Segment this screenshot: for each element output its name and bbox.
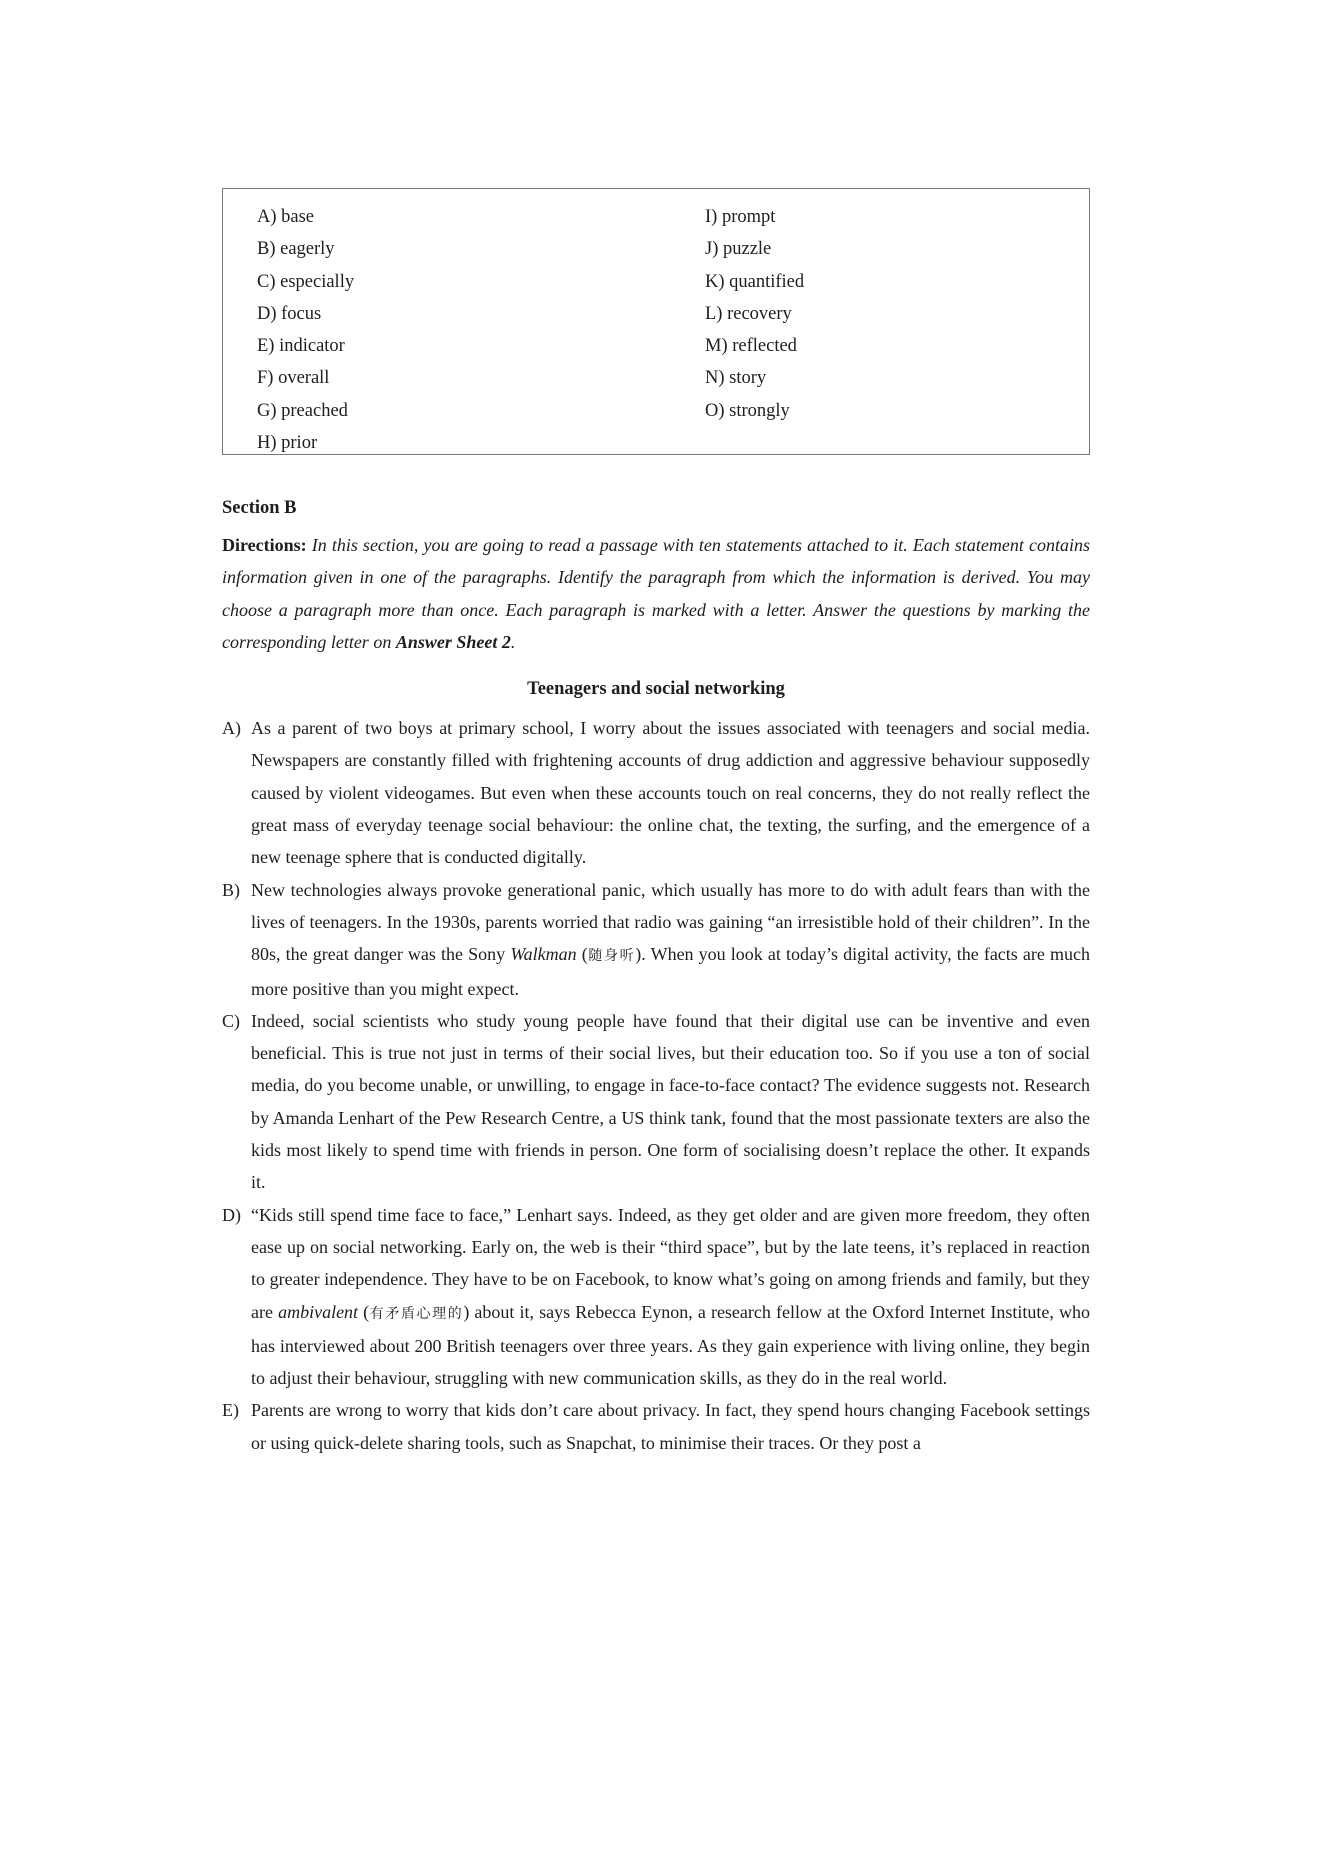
word-bank-option: F) overall bbox=[257, 368, 330, 389]
word-bank-box bbox=[222, 188, 1090, 455]
word-bank-option: M) reflected bbox=[705, 336, 797, 357]
paragraph-text: Parents are wrong to worry that kids don’t care about privacy. In fact, they spend hours changing Facebook settings or using quick-delete sharing tools, such as Snapchat, to minimise their traces. Or they post a bbox=[251, 1400, 1090, 1453]
word-bank-option: I) prompt bbox=[705, 207, 776, 227]
paragraph-d bbox=[222, 1199, 1090, 1395]
directions-end: . bbox=[510, 631, 516, 652]
paragraph-text: Indeed, social scientists who study young people have found that their digital use can be inventive and even beneficial. This is true not just in terms of their social lives, but their education too. So if you use a ton of social media, do you become unable, or unwilling, to engage in face-to-face contact? The evidence suggests not. Research by Amanda Lenhart of the Pew Research Centre, a US think tank, found that the most passionate texters are also the kids most likely to spend time with friends in person. One form of socialising doesn’t replace the other. It expands it. bbox=[251, 1010, 1090, 1193]
gloss-open: ( bbox=[358, 1301, 370, 1322]
paragraph-text: New technologies always provoke generational panic, which usually has more to do with adult fears than with the lives of teenagers. In the 1930s, parents worried that radio was gaining “an irresistible hold of their children”. In the 80s, the great danger was the Sony bbox=[251, 879, 1090, 965]
walkman-term: Walkman bbox=[510, 944, 577, 965]
paragraph-text: As a parent of two boys at primary school, I worry about the issues associated with teenagers and social media. Newspapers are constantly filled with frightening accounts of drug addiction and aggressive behaviour supposedly caused by violent videogames. But even when these accounts touch on real concerns, they do not really reflect the great mass of everyday teenage social behaviour: the online chat, the texting, the surfing, and the emergence of a new teenage sphere that is conducted digitally. bbox=[251, 718, 1090, 868]
section-title: Section B bbox=[222, 498, 297, 518]
word-bank-option: O) strongly bbox=[705, 400, 790, 421]
word-bank-right-column bbox=[705, 201, 804, 454]
word-bank-option: K) quantified bbox=[705, 271, 805, 292]
word-bank-option: A) base bbox=[257, 207, 315, 227]
paragraph-letter: A) bbox=[222, 718, 241, 739]
paragraph-b bbox=[222, 874, 1090, 1005]
paragraph-text: ). When you look at today’s digital activity, the facts are much more positive than you might expect. bbox=[251, 944, 1091, 999]
paragraph-text: ) about it, says Rebecca Eynon, a research fellow at the Oxford Internet Institute, who has interviewed about 200 British teenagers over three years. As they gain experience with living online, they begin to adjust their behaviour, struggling with new communication skills, as they do in the real world. bbox=[251, 1301, 1090, 1389]
section-b bbox=[222, 497, 1090, 1459]
exam-page bbox=[222, 188, 1090, 1459]
word-bank-option: H) prior bbox=[257, 433, 318, 454]
passage-title: Teenagers and social networking bbox=[527, 679, 785, 700]
ambivalent-term: ambivalent bbox=[278, 1301, 359, 1322]
word-bank-option: E) indicator bbox=[257, 336, 345, 357]
paragraph-text: “Kids still spend time face to face,” Lenhart says. Indeed, as they get older and are given more freedom, they often ease up on social networking. Early on, the web is their “third space”, but by the late teens, it’s replaced in reaction to greater independence. They have to be on Facebook, to know what’s going on among friends and family, but they are bbox=[251, 1204, 1090, 1322]
word-bank-option: N) story bbox=[705, 368, 767, 389]
word-bank-option: B) eagerly bbox=[257, 239, 335, 260]
word-bank-option: D) focus bbox=[257, 303, 322, 324]
word-bank-option: G) preached bbox=[257, 400, 348, 421]
chinese-gloss: 随身听 bbox=[587, 948, 636, 965]
paragraph-letter: B) bbox=[222, 879, 240, 900]
chinese-gloss: 有矛盾心理的 bbox=[369, 1305, 464, 1322]
paragraph-e bbox=[222, 1394, 1090, 1459]
paragraph-a bbox=[222, 712, 1090, 873]
directions bbox=[222, 529, 1090, 658]
paragraph-letter: E) bbox=[222, 1400, 239, 1421]
paragraph-c bbox=[222, 1005, 1090, 1199]
word-bank-option: C) especially bbox=[257, 271, 355, 292]
directions-label: Directions: bbox=[222, 535, 307, 555]
word-bank-left-column bbox=[223, 201, 705, 454]
answer-sheet-reference: Answer Sheet 2 bbox=[395, 631, 511, 652]
word-bank-option: L) recovery bbox=[705, 303, 792, 324]
directions-text: In this section, you are going to read a passage with ten statements attached to it. Each statement contains information given in one of the paragraphs. Identify the paragraph from which the information is derived. You may choose a paragraph more than once. Each paragraph is marked with a letter. Answer the questions by marking the corresponding letter on bbox=[222, 535, 1090, 652]
gloss-open: ( bbox=[576, 944, 588, 965]
word-bank-option: J) puzzle bbox=[705, 239, 772, 260]
paragraph-letter: D) bbox=[222, 1204, 241, 1225]
paragraph-letter: C) bbox=[222, 1010, 240, 1031]
